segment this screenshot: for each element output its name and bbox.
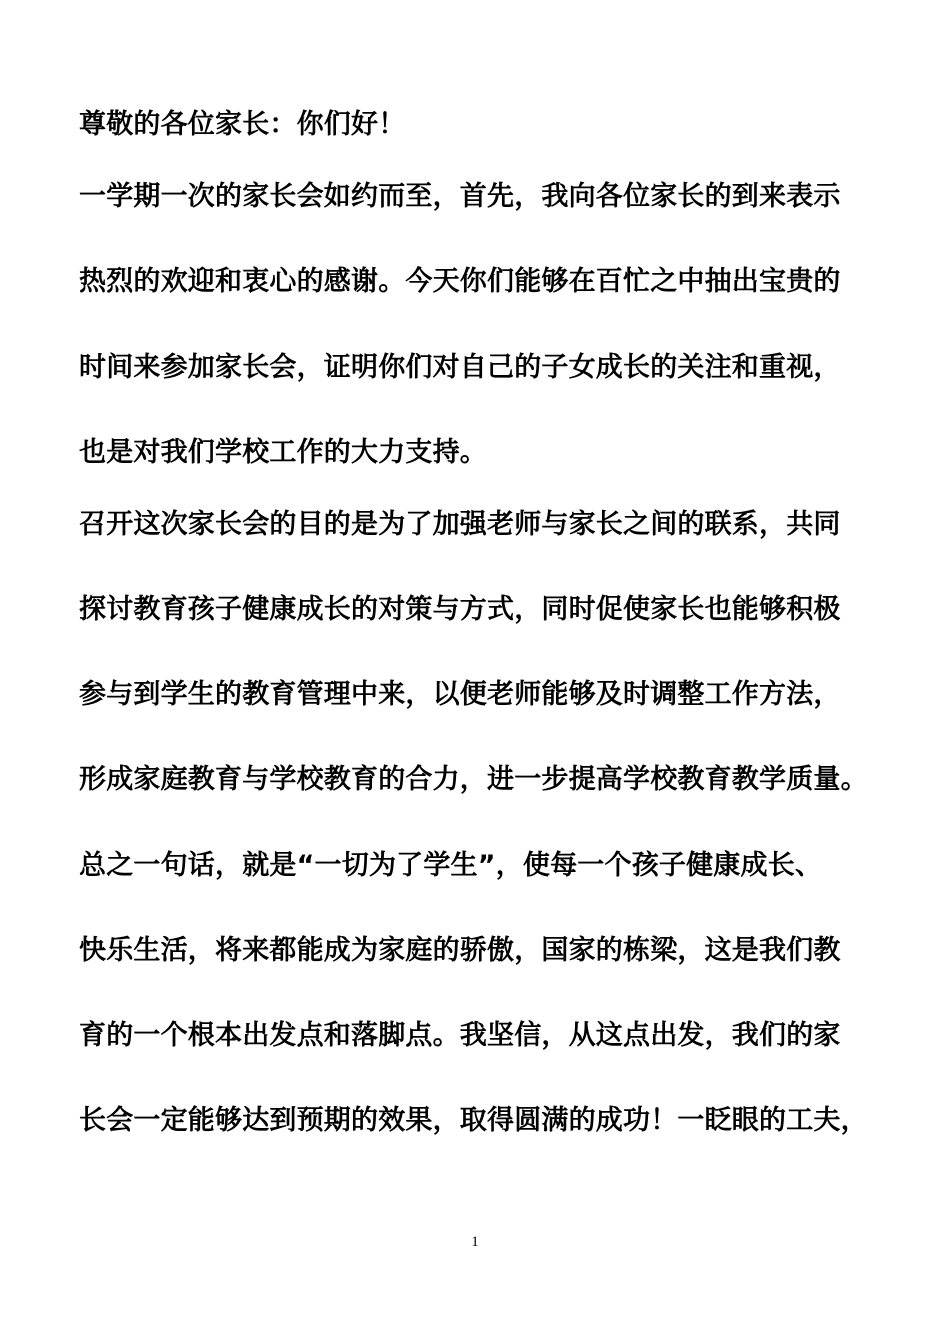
text-line: 总之一句话，就是“一切为了学生”，使每一个孩子健康成长、 [79,850,823,881]
text-line: 热烈的欢迎和衷心的感谢。今天你们能够在百忙之中抽出宝贵的 [79,266,841,297]
text-line: 一学期一次的家长会如约而至，首先，我向各位家长的到来表示 [79,181,841,212]
text-line: 形成家庭教育与学校教育的合力，进一步提高学校教育教学质量。 [79,764,868,795]
text-line: 快乐生活，将来都能成为家庭的骄傲，国家的栋梁，这是我们教 [79,935,841,966]
text-line: 也是对我们学校工作的大力支持。 [79,437,487,468]
text-line: 探讨教育孩子健康成长的对策与方式，同时促使家长也能够积极 [79,594,841,625]
page-number: 1 [471,1234,479,1250]
text-line: 时间来参加家长会，证明你们对自己的子女成长的关注和重视， [79,352,841,383]
text-line: 参与到学生的教育管理中来，以便老师能够及时调整工作方法， [79,679,841,710]
text-line: 育的一个根本出发点和落脚点。我坚信，从这点出发，我们的家 [79,1020,841,1051]
greeting-line: 尊敬的各位家长：你们好！ [79,109,406,140]
text-line: 长会一定能够达到预期的效果，取得圆满的成功！一眨眼的工夫， [79,1105,868,1136]
text-line: 召开这次家长会的目的是为了加强老师与家长之间的联系，共同 [79,509,841,540]
